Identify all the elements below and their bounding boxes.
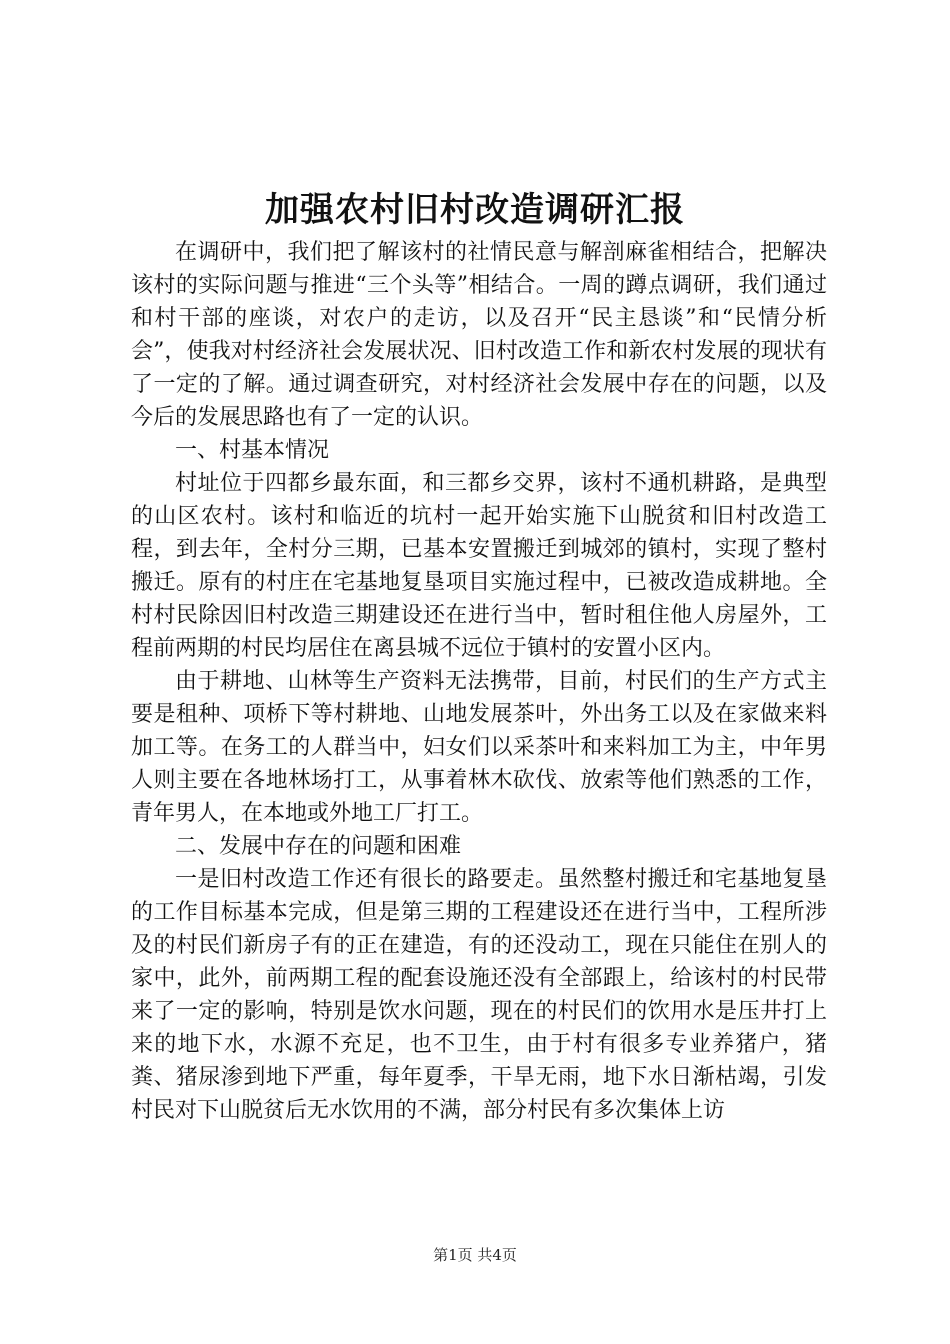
document-title: 加强农村旧村改造调研汇报	[265, 190, 685, 230]
paragraph-village-location: 村址位于四都乡最东面，和三都乡交界，该村不通机耕路，是典型的山区农村。该村和临近的坑村一起开始实施下山脱贫和旧村改造工程，到去年，全村分三期，已基本安置搬迁到城郊的镇村，实现了整村搬迁。原有的村庄在宅基地复垦项目实施过程中，已被改造成耕地。全村村民除因旧村改造三期建设还在进行当中，暂时租住他人房屋外，工程前两期的村民均居住在离县城不远位于镇村的安置小区内。	[131, 471, 827, 661]
paragraph-production-mode: 由于耕地、山林等生产资料无法携带，目前，村民们的生产方式主要是租种、项桥下等村耕地、山地发展茶叶，外出务工以及在家做来料加工等。在务工的人群当中，妇女们以采茶叶和来料加工为主，中年男人则主要在各地林场打工，从事着林木砍伐、放索等他们熟悉的工作，青年男人，在本地或外地工厂打工。	[131, 669, 827, 826]
section-heading-problems: 二、发展中存在的问题和困难	[175, 834, 462, 859]
page-footer: 第1页 共4页	[433, 1246, 517, 1264]
paragraph-intro: 在调研中，我们把了解该村的社情民意与解剖麻雀相结合，把解决该村的实际问题与推进“三个头等”相结合。一周的蹲点调研，我们通过和村干部的座谈，对农户的走访，以及召开“民主恳谈”和“民情分析会”，使我对村经济社会发展状况、旧村改造工作和新农村发展的现状有了一定的了解。通过调查研究，对村经济社会发展中存在的问题，以及今后的发展思路也有了一定的认识。	[131, 240, 827, 430]
paragraph-problem-one: 一是旧村改造工作还有很长的路要走。虽然整村搬迁和宅基地复垦的工作目标基本完成，但是第三期的工程建设还在进行当中，工程所涉及的村民们新房子有的正在建造，有的还没动工，现在只能住在别人的家中，此外，前两期工程的配套设施还没有全部跟上，给该村的村民带来了一定的影响，特别是饮水问题，现在的村民们的饮用水是压井打上来的地下水，水源不充足，也不卫生，由于村有很多专业养猪户，猪粪、猪尿渗到地下严重，每年夏季，干旱无雨，地下水日渐枯竭，引发村民对下山脱贫后无水饮用的不满，部分村民有多次集体上访	[131, 867, 827, 1123]
document-body	[131, 236, 827, 1127]
section-heading-basic-info: 一、村基本情况	[175, 438, 330, 463]
